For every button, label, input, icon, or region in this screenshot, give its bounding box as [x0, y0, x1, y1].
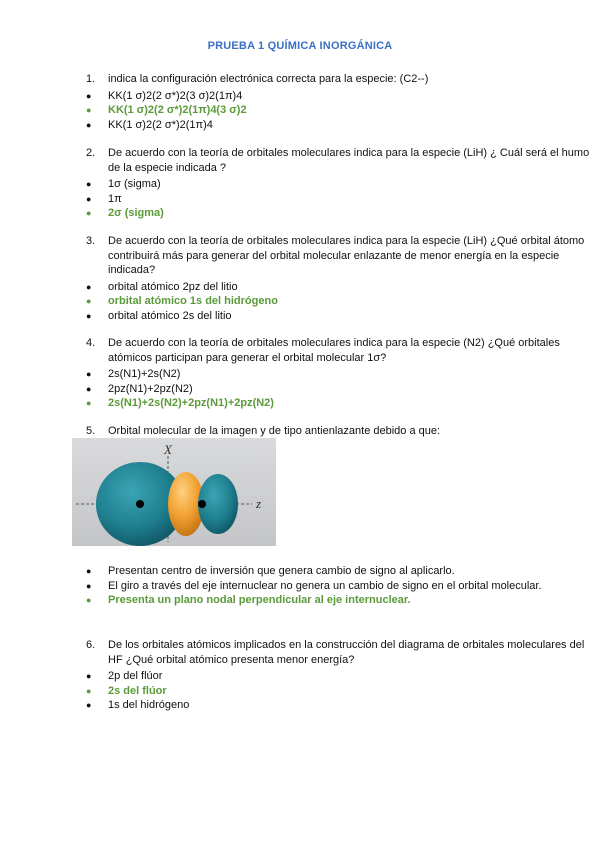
option-item-correct — [86, 103, 594, 118]
bullet-icon: ● — [86, 105, 92, 115]
question-number: 6. — [86, 639, 96, 651]
option-text: 2p del flúor — [108, 670, 163, 682]
question-4 — [86, 336, 594, 411]
bullet-icon: ● — [86, 685, 92, 696]
option-text: 1π — [108, 192, 122, 205]
option-text: El giro a través del eje internuclear no genera un cambio de signo en el orbital molecular. — [108, 579, 542, 592]
page-title: PRUEBA 1 QUÍMICA INORGÁNICA — [207, 40, 393, 52]
option-item-correct — [86, 206, 594, 221]
bullet-icon: ● — [86, 208, 92, 218]
option-text: 2σ (sigma) — [108, 207, 164, 219]
option-text: KK(1 σ)2(2 σ*)2(1π)4 — [108, 118, 213, 131]
bullet-icon: ● — [86, 566, 92, 576]
orbital-figure — [72, 438, 276, 546]
bullet-icon: ● — [86, 281, 92, 292]
option-item — [86, 579, 594, 594]
antibonding-orbital-image — [72, 438, 276, 546]
option-text: orbital atómico 2s del litio — [108, 309, 232, 322]
option-text: 2pz(N1)+2pz(N2) — [108, 382, 193, 395]
option-item — [86, 698, 594, 713]
option-item-correct — [86, 396, 594, 411]
option-text: orbital atómico 1s del hidrógeno — [108, 295, 278, 307]
option-item-correct — [86, 684, 594, 699]
bullet-icon: ● — [86, 296, 92, 306]
question-5 — [86, 424, 594, 439]
option-item — [86, 669, 594, 684]
option-text: 2s del flúor — [108, 684, 167, 697]
bullet-icon: ● — [86, 179, 92, 189]
bullet-icon: ● — [86, 193, 92, 204]
bullet-icon: ● — [86, 119, 92, 130]
option-text: 2s(N1)+2s(N2)+2pz(N1)+2pz(N2) — [108, 397, 274, 409]
question-text: De acuerdo con la teoría de orbitales moleculares indica para la especie (LiH) ¿Qué orbital átomo contribuirá más para generar del orbital molecular enlazante de menor energía en la especie indicada? — [108, 235, 585, 276]
option-text: 1s del hidrógeno — [108, 699, 190, 711]
question-number: 3. — [86, 235, 96, 247]
option-item — [86, 192, 594, 207]
option-item — [86, 367, 594, 382]
axis-x-label: X — [164, 442, 172, 457]
bullet-icon: ● — [86, 398, 92, 408]
question-number: 1. — [86, 73, 96, 85]
bullet-icon: ● — [86, 595, 92, 605]
option-item-correct — [86, 593, 594, 608]
option-text: KK(1 σ)2(2 σ*)2(3 σ)2(1π)4 — [108, 89, 243, 102]
question-3 — [86, 234, 594, 323]
option-item — [86, 118, 594, 133]
option-item — [86, 382, 594, 397]
option-text: KK(1 σ)2(2 σ*)2(1π)4(3 σ)2 — [108, 104, 247, 116]
question-text: De los orbitales atómicos implicados en la construcción del diagrama de orbitales moleculares del HF ¿Qué orbital atómico presenta menor energía? — [108, 639, 585, 666]
option-item-correct — [86, 294, 594, 309]
question-number: 5. — [86, 425, 96, 437]
option-item — [86, 280, 594, 295]
axis-z-label: z — [256, 496, 262, 511]
option-text: Presenta un plano nodal perpendicular al eje internuclear. — [108, 594, 411, 606]
bullet-icon: ● — [86, 90, 92, 101]
nucleus-left — [136, 500, 144, 508]
bullet-icon: ● — [86, 310, 92, 321]
option-text: Presentan centro de inversión que genera cambio de signo al aplicarlo. — [108, 565, 455, 577]
nucleus-right — [198, 500, 206, 508]
bullet-icon: ● — [86, 369, 92, 379]
bullet-icon: ● — [86, 383, 92, 394]
bullet-icon: ● — [86, 700, 92, 710]
bullet-icon: ● — [86, 580, 92, 591]
option-text: 2s(N1)+2s(N2) — [108, 368, 181, 380]
question-text: De acuerdo con la teoría de orbitales moleculares indica para la especie (LiH) ¿ Cuál será el humo de la especie indicada ? — [108, 147, 590, 174]
option-item — [86, 309, 594, 324]
question-text: Orbital molecular de la imagen y de tipo antienlazante debido a que: — [108, 425, 441, 437]
option-text: orbital atómico 2pz del litio — [108, 280, 238, 293]
question-text: De acuerdo con la teoría de orbitales moleculares indica para la especie (N2) ¿Qué orbitales atómicos participan para generar el orbital molecular 1σ? — [108, 337, 560, 364]
question-2 — [86, 146, 594, 221]
option-text: 1σ (sigma) — [108, 178, 161, 190]
option-item — [86, 564, 594, 579]
question-5-options — [86, 562, 594, 608]
question-text: indica la configuración electrónica correcta para la especie: (C2--) — [108, 73, 429, 85]
question-6 — [86, 638, 594, 713]
option-item — [86, 89, 594, 104]
bullet-icon: ● — [86, 671, 92, 681]
question-number: 2. — [86, 147, 96, 159]
question-1 — [86, 72, 594, 132]
question-number: 4. — [86, 337, 96, 349]
option-item — [86, 177, 594, 192]
